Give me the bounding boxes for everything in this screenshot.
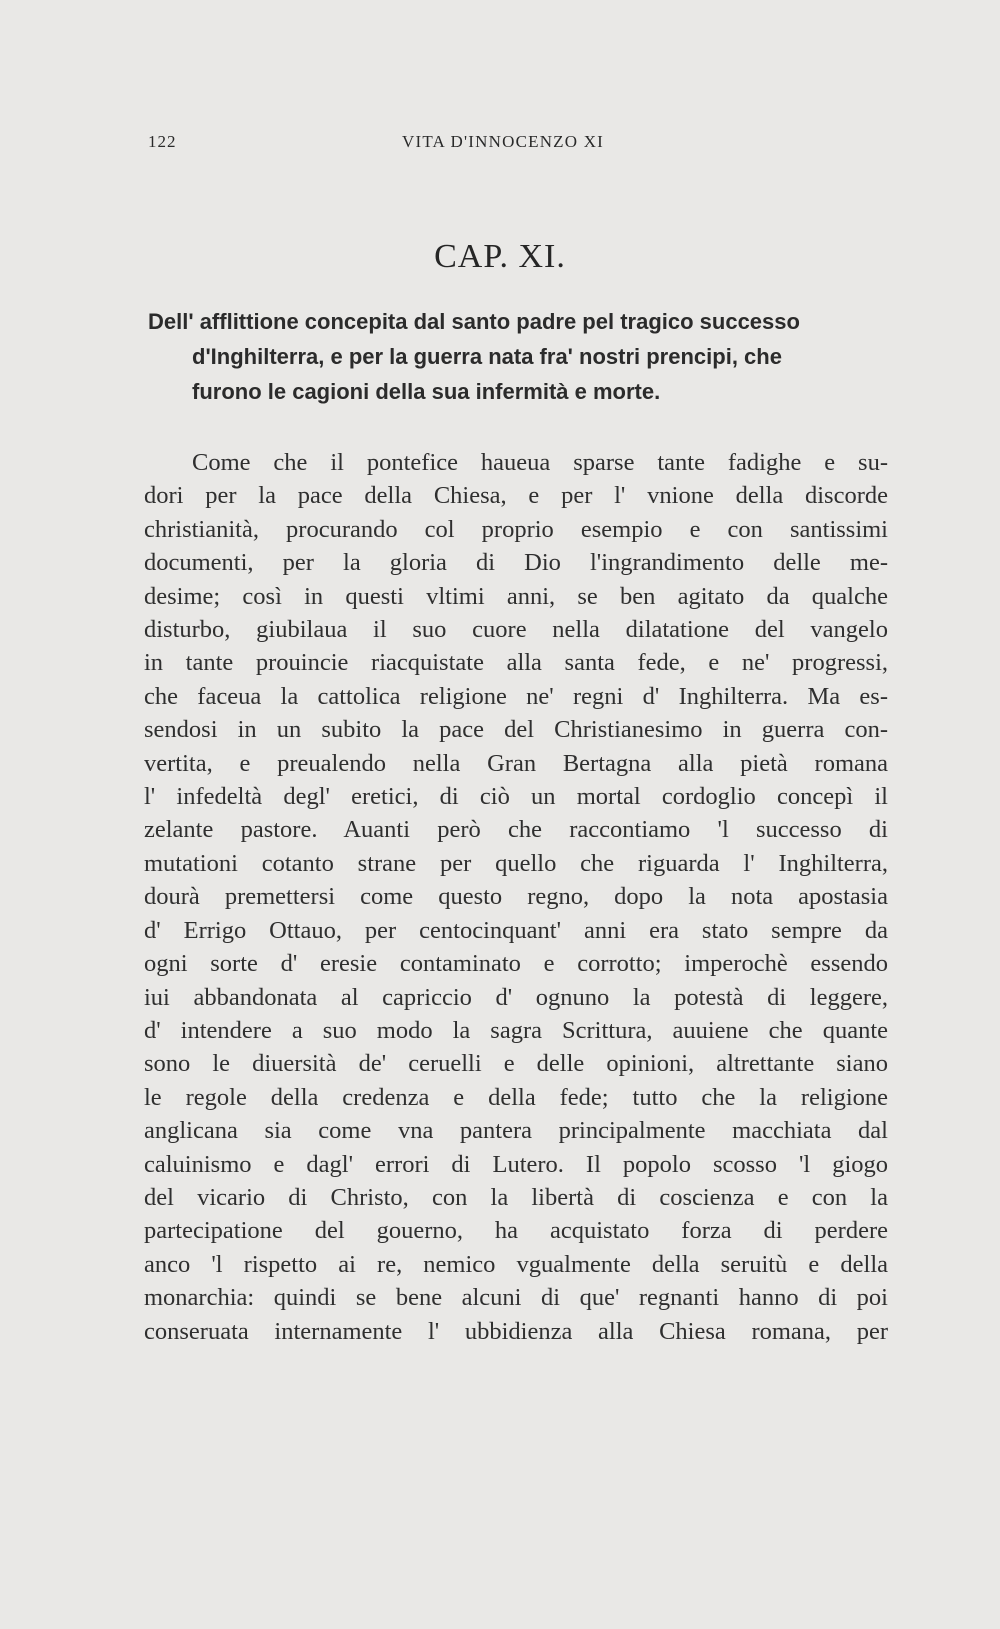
text-line: monarchia: quindi se bene alcuni di que' regnanti hanno di poi [144, 1284, 888, 1312]
text-line: sendosi in un subito la pace del Christianesimo in guerra con- [144, 716, 888, 744]
text-line: in tante prouincie riacquistate alla santa fede, e ne' progressi, [144, 649, 888, 677]
text-line: le regole della credenza e della fede; tutto che la religione [144, 1083, 888, 1111]
text-line: partecipatione del gouerno, ha acquistato forza di perdere [144, 1217, 888, 1245]
text-line: l' infedeltà degl' eretici, di ciò un mortal cordoglio concepì il [144, 783, 888, 811]
text-line: dori per la pace della Chiesa, e per l' vnione della discorde [144, 482, 888, 510]
text-line: conseruata internamente l' ubbidienza alla Chiesa romana, per [144, 1317, 888, 1345]
running-title: VITA D'INNOCENZO XI [402, 132, 605, 151]
text-line: anglicana sia come vna pantera principalmente macchiata dal [144, 1117, 888, 1145]
page-number: 122 [148, 132, 177, 151]
text-line: vertita, e preualendo nella Gran Bertagna alla pietà romana [144, 749, 888, 777]
text-line: che faceua la cattolica religione ne' regni d' Inghilterra. Ma es- [144, 682, 888, 710]
summary-line: furono le cagioni della sua infermità e morte. [192, 379, 661, 404]
text-line: sono le diuersità de' ceruelli e delle opinioni, altrettante siano [144, 1050, 888, 1078]
text-line: zelante pastore. Auanti però che raccontiamo 'l successo di [144, 816, 888, 844]
text-line: anco 'l rispetto ai re, nemico vgualmente della seruitù e della [144, 1250, 888, 1278]
chapter-heading: CAP. XI. [434, 238, 566, 275]
text-line: caluinismo e dagl' errori di Lutero. Il popolo scosso 'l giogo [144, 1150, 888, 1178]
summary-line: d'Inghilterra, e per la guerra nata fra' nostri prencipi, che [192, 344, 782, 369]
text-line: documenti, per la gloria di Dio l'ingrandimento delle me- [144, 549, 888, 577]
text-line: desime; così in questi vltimi anni, se ben agitato da qualche [144, 582, 888, 610]
text-line: iui abbandonata al capriccio d' ognuno la potestà di leggere, [144, 983, 888, 1011]
text-line: disturbo, giubilaua il suo cuore nella dilatatione del vangelo [144, 616, 888, 644]
text-line: ogni sorte d' eresie contaminato e corrotto; imperochè essendo [144, 950, 888, 978]
text-line: Come che il pontefice haueua sparse tante fadighe e su- [192, 449, 888, 476]
text-line: dourà premettersi come questo regno, dopo la nota apostasia [144, 883, 888, 911]
body-paragraph [144, 446, 888, 1348]
text-line: mutationi cotanto strane per quello che riguarda l' Inghilterra, [144, 849, 888, 877]
text-line: christianità, procurando col proprio esempio e con santissimi [144, 515, 888, 543]
summary-line: Dell' afflittione concepita dal santo padre pel tragico successo [148, 309, 800, 334]
running-head [148, 132, 888, 156]
chapter-summary [148, 304, 888, 409]
text-line: del vicario di Christo, con la libertà di coscienza e con la [144, 1183, 888, 1211]
text-line: d' Errigo Ottauo, per centocinquant' anni era stato sempre da [144, 916, 888, 944]
text-line: d' intendere a suo modo la sagra Scrittura, auuiene che quante [144, 1016, 888, 1044]
